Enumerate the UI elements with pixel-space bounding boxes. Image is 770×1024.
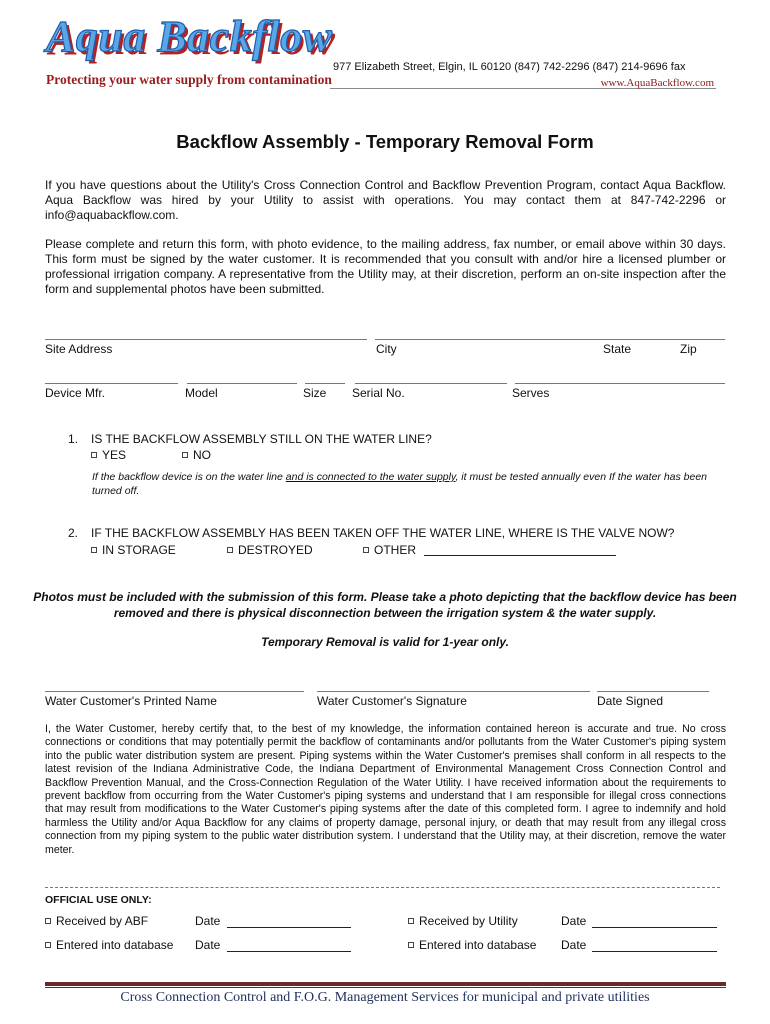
footer-tagline: Cross Connection Control and F.O.G. Management Services for municipal and private utilities <box>120 990 650 1005</box>
question-2-text: IF THE BACKFLOW ASSEMBLY HAS BEEN TAKEN OFF THE WATER LINE, WHERE IS THE VALVE NOW? <box>91 526 675 540</box>
official-date-label: Date <box>561 938 587 952</box>
website-link[interactable]: www.AquaBackflow.com <box>600 77 714 89</box>
footer-rule-thin <box>45 987 726 988</box>
state-label: State <box>603 342 632 356</box>
question-1-note: If the backflow device is on the water line and is connected to the water supply, it must be tested annually even If the water has been turned off. <box>92 471 708 497</box>
company-logo: Aqua Backflow <box>46 12 333 61</box>
official-entered-into-database-utility[interactable]: Entered into database <box>408 938 536 952</box>
checkbox-icon[interactable] <box>408 942 414 948</box>
checkbox-icon[interactable] <box>91 547 97 553</box>
official-date-label: Date <box>195 938 221 952</box>
q2-option-in-storage[interactable]: IN STORAGE <box>91 543 176 557</box>
model-field[interactable] <box>187 383 297 384</box>
photo-requirement-notice: Photos must be included with the submission of this form. Please take a photo depicting that the backflow device has been removed and there is physical disconnection between the irrigation system & the water supply. <box>33 590 737 620</box>
checkbox-icon[interactable] <box>408 918 414 924</box>
checkbox-icon[interactable] <box>45 942 51 948</box>
company-tagline: Protecting your water supply from contamination <box>46 72 332 87</box>
certification-statement: I, the Water Customer, hereby certify that, to the best of my knowledge, the information contained hereon is accurate and true. No cross connections or conditions that may potentially permit the backflow of contaminants and/or pollutants from the Water Customer's piping system into the public water distribution system are present. Piping systems within the Water Customer's premises shall conform in all respects to the latest revision of the Indiana Administrative Code, the Indiana Department of Environmental Management Cross Connection Control and Backflow Prevention Manual, and the Cross-Connection Regulation of the Water Utility. I have received information about the requirements to prevent backflow from occurring from the Water Customer's piping systems and understand that I am responsible for illegal cross connections that may result from modifications to the Water Customer's piping systems after the date of this completed form. I agree to indemnify and hold harmless the Utility and/or Aqua Backflow for any claims of property damage, personal injury, or death that may result from any illegal cross connection from my piping system to the public water distribution system. I understand that the Utility may, at their discretion, remove the water meter. <box>45 723 726 856</box>
checkbox-icon[interactable] <box>227 547 233 553</box>
q1-option-no[interactable]: NO <box>182 448 211 462</box>
checkbox-icon[interactable] <box>91 452 97 458</box>
validity-notice: Temporary Removal is valid for 1-year only. <box>261 635 509 649</box>
q1-option-yes[interactable]: YES <box>91 448 126 462</box>
model-label: Model <box>185 386 218 400</box>
zip-label: Zip <box>680 342 697 356</box>
signature-field[interactable] <box>317 691 590 692</box>
intro-paragraph-contact: If you have questions about the Utility's Cross Connection Control and Backflow Prevention Program, contact Aqua Backflow. Aqua Backflow was hired by your Utility to assist with operations. You may contact them at 847-742-2296 or info@aquabackflow.com. <box>45 178 726 222</box>
signature-label: Water Customer's Signature <box>317 694 467 708</box>
official-date-label: Date <box>195 914 221 928</box>
q2-option-other[interactable]: OTHER <box>363 543 416 557</box>
intro-paragraph-instructions: Please complete and return this form, with photo evidence, to the mailing address, fax number, or email above within 30 days. This form must be signed by the water customer. It is recommended that you consult with and/or hire a licensed plumber or professional irrigation company. A representative from the Utility may, at their discretion, perform an on-site inspection after the form and supplemental photos have been submitted. <box>45 237 726 296</box>
size-field[interactable] <box>305 383 345 384</box>
site-address-field[interactable] <box>45 339 367 340</box>
received-by-abf-date-field[interactable] <box>227 927 351 928</box>
site-address-label: Site Address <box>45 342 113 356</box>
size-label: Size <box>303 386 327 400</box>
official-received-by-utility[interactable]: Received by Utility <box>408 914 518 928</box>
printed-name-label: Water Customer's Printed Name <box>45 694 217 708</box>
checkbox-icon[interactable] <box>363 547 369 553</box>
question-2-number: 2. <box>68 526 79 540</box>
page-title: Backflow Assembly - Temporary Removal Form <box>176 131 594 152</box>
checkbox-icon[interactable] <box>45 918 51 924</box>
date-signed-field[interactable] <box>597 691 709 692</box>
city-label: City <box>376 342 397 356</box>
entered-database-utility-date-field[interactable] <box>592 951 717 952</box>
serves-field[interactable] <box>515 383 725 384</box>
checkbox-icon[interactable] <box>182 452 188 458</box>
footer-rule <box>45 982 726 986</box>
q2-option-destroyed[interactable]: DESTROYED <box>227 543 313 557</box>
serves-label: Serves <box>512 386 550 400</box>
question-1-text: IS THE BACKFLOW ASSEMBLY STILL ON THE WATER LINE? <box>91 432 432 446</box>
official-entered-into-database-abf[interactable]: Entered into database <box>45 938 173 952</box>
official-use-heading: OFFICIAL USE ONLY: <box>45 894 152 906</box>
note-emphasis: and is connected to the water supply <box>285 471 456 483</box>
question-1-number: 1. <box>68 432 79 446</box>
contact-info: 977 Elizabeth Street, Elgin, IL 60120 (847) 742-2296 (847) 214-9696 fax <box>333 61 686 73</box>
printed-name-field[interactable] <box>45 691 304 692</box>
entered-database-abf-date-field[interactable] <box>227 951 351 952</box>
official-received-by-abf[interactable]: Received by ABF <box>45 914 148 928</box>
other-location-field[interactable] <box>424 555 616 556</box>
received-by-utility-date-field[interactable] <box>592 927 717 928</box>
date-signed-label: Date Signed <box>597 694 664 708</box>
section-divider <box>45 887 720 888</box>
serial-no-field[interactable] <box>355 383 507 384</box>
device-mfr-field[interactable] <box>45 383 178 384</box>
city-state-zip-field[interactable] <box>375 339 725 340</box>
device-mfr-label: Device Mfr. <box>45 386 106 400</box>
serial-no-label: Serial No. <box>352 386 405 400</box>
official-date-label: Date <box>561 914 587 928</box>
